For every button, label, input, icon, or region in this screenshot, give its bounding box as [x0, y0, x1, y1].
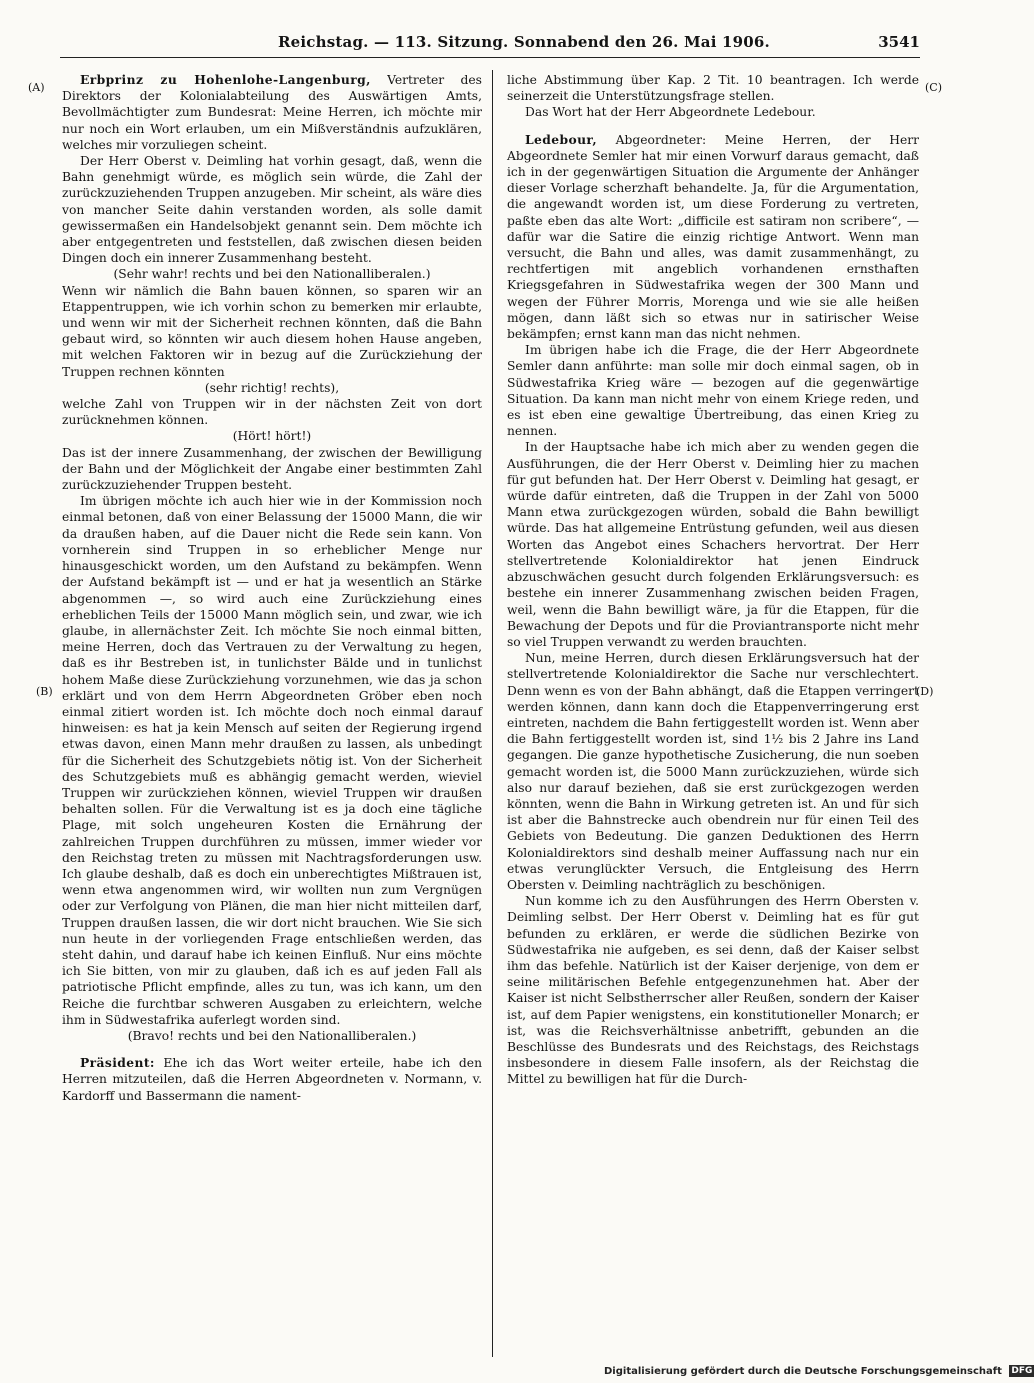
paragraph: Das Wort hat der Herr Abgeordnete Ledebour.	[525, 105, 816, 120]
speech-paragraph	[62, 72, 482, 153]
paragraph: In der Hauptsache habe ich mich aber zu wenden gegen die Ausführungen, die der Herr Oberst v. Deimling hier zu machen für gut befunden hat. Der Herr Oberst v. Deimling hat gesagt, er würde dafür eintreten, daß die Truppen in der Zahl von 5000 Mann etwa zurückgezogen würden, sobald die Bahn bewilligt würde. Das hat allgemeine Entrüstung gefunden, weil aus diesen Worten das Angebot eines Schachers hervortrat. Der Herr stellvertretende Kolonialdirektor hat jenen Eindruck abzuschwächen gesucht durch folgenden Erklärungsversuch: es bestehe ein innerer Zusammenhang zwischen beiden Fragen, weil, wenn die Bahn bewilligt wäre, ja für die Etappen, für die Bewachung der Depots und für die Proviantransporte nicht mehr so viel Truppen verwandt zu werden brauchten.	[507, 440, 919, 649]
margin-marker-d: (D)	[916, 685, 934, 698]
page-number: 3541	[878, 33, 920, 51]
speech-text: Vertreter des Direktors der Kolonialabteilung des Auswärtigen Amts, Bevollmächtigter zum Bundesrat: Meine Herren, ich möchte mir nur noch ein Wort erlauben, um ein Mißverständnis aufzuklären, welches mir vorzuliegen scheint.	[62, 73, 482, 152]
speaker-name: Erbprinz zu Hohenlohe-Langenburg,	[80, 72, 371, 87]
paragraph: Im übrigen möchte ich auch hier wie in der Kommission noch einmal betonen, daß von einer Belassung der 15000 Mann, die wir da draußen haben, auf die Dauer nicht die Rede sein kann. Von vornherein sind Truppen in so erheblicher Menge nur hinausgeschickt worden, um den Aufstand zu bekämpfen. Wenn der Aufstand bekämpft ist — und er hat ja wesentlich an Stärke abgenommen —, so wird auch eine Zurückziehung eines erheblichen Teils der 15000 Mann möglich sein, und zwar, wie ich glaube, in allernächster Zeit. Ich möchte Sie noch einmal bitten, meine Herren, doch das Vertrauen zu der Verwaltung zu hegen, daß es ihr Bestreben ist, in tunlichster Bälde und in tunlichst hohem Maße diese Zurückziehung vorzunehmen, wie das ja schon erklärt und von dem Herrn Abgeordneten Gröber eben noch einmal zitiert worden ist. Ich möchte doch noch einmal darauf hinweisen: es hat ja kein Mensch auf seiten der Regierung irgend etwas davon, einen Mann mehr draußen zu lassen, als unbedingt für die Sicherheit des Schutzgebiets nötig ist. Von der Sicherheit des Schutzgebiets muß es abhängig gemacht werden, wieviel Truppen wir zurückziehen können, wieviel Truppen wir draußen behalten sollen. Für die Verwaltung ist es ja doch eine tägliche Plage, mit solch ungeheuren Kosten die Ernährung der zahlreichen Truppen durchführen zu müssen, immer wieder vor den Reichstag treten zu müssen mit Nachtragsforderungen usw. Ich glaube deshalb, daß es doch ein unberechtigtes Mißtrauen ist, wenn etwa angenommen wird, wir wollten nun zum Vergnügen oder zur Verfolgung von Plänen, die man hier nicht mitteilen darf, Truppen draußen lassen, die wir dort nicht brauchen. Wie Sie sich nun heute in der vorliegenden Frage entschließen werden, das steht dahin, und darauf habe ich keinen Einfluß. Nur eins möchte ich Sie bitten, von mir zu glauben, daß ich es auf jeden Fall als patriotische Pflicht empfinde, alles zu tun, was ich kann, um den Reiche die furchtbar schweren Ausgaben zu erleichtern, welche ihm in Südwestafrika auferlegt worden sind.	[62, 494, 482, 1027]
paragraph: Das ist der innere Zusammenhang, der zwischen der Bewilligung der Bahn und der Möglichkeit der Angabe einer bestimmten Zahl zurückzuziehender Truppen besteht.	[62, 445, 482, 493]
interjection: (Sehr wahr! rechts und bei den Nationalliberalen.)	[113, 267, 431, 282]
speech-paragraph	[507, 132, 919, 343]
paragraph: Nun komme ich zu den Ausführungen des Herrn Obersten v. Deimling selbst. Der Herr Oberst v. Deimling hat es für gut befunden zu erklären, er werde die südlichen Bezirke von Südwestafrika nie aufgeben, es sei denn, daß der Kaiser selbst ihm das befehle. Natürlich ist der Kaiser derjenige, von dem er seine militärischen Befehle entgegenzunehmen hat. Aber der Kaiser ist nicht Selbstherrscher aller Reußen, sondern der Kaiser ist, auf dem Papier wenigstens, ein konstitutioneller Monarch; er ist, was die Reichsverhältnisse anbetrifft, gebunden an die Beschlüsse des Bundesrats und des Reichstags, des Reichstags insbesondere in diesem Falle insofern, als der Reichstag die Mittel zu bewilligen hat für die Durch-	[507, 894, 919, 1087]
paragraph: welche Zahl von Truppen wir in der nächsten Zeit von dort zurücknehmen können.	[62, 397, 482, 428]
speech-paragraph	[62, 1055, 482, 1104]
speech-text: Abgeordneter: Meine Herren, der Herr Abgeordnete Semler hat mir einen Vorwurf daraus gemacht, daß ich in der gegenwärtigen Situation die Argumente der Anhänger dieser Vorlage scherzhaft behandelte. Ja, für die Argumentation, die angewandt worden ist, um diese Forderung zu vertreten, paßte eben das alte Wort: „difficile est satiram non scribere“, — dafür war die Satire die einzig richtige Antwort. Wenn man versucht, die Bahn und alles, was damit zusammenhängt, zu rechtfertigen mit angeblich vorhandenen ernsthaften Kriegsgefahren in Südwestafrika wegen der 300 Mann und wegen der Führer Morris, Morenga und wie sie alle heißen mögen, dann läßt sich so etwas nur in satirischer Weise bekämpfen; ernst kann man das nicht nehmen.	[507, 132, 919, 342]
right-text-column	[507, 72, 919, 1362]
interjection: (Hört! hört!)	[232, 429, 312, 444]
paragraph: Im übrigen habe ich die Frage, die der Herr Abgeordnete Semler dann anführte: man solle mir doch einmal sagen, ob in Südwestafrika Krieg wäre — bezogen auf die gegenwärtige Situation. Da kann man nicht mehr von einem Kriege reden, und es ist eben eine gewaltige Übertreibung, das einen Krieg zu nennen.	[507, 343, 919, 439]
paragraph: Der Herr Oberst v. Deimling hat vorhin gesagt, daß, wenn die Bahn genehmigt würde, es möglich sein würde, die Zahl der zurückzuziehenden Truppen anzugeben. Mir scheint, als wäre dies von mancher Seite dahin verstanden worden, als solle damit gewissermaßen ein Handelsobjekt genannt sein. Dem möchte ich aber entgegentreten und feststellen, daß zwischen diesen beiden Dingen doch ein innerer Zusammenhang besteht.	[62, 154, 482, 266]
interjection: (Bravo! rechts und bei den Nationalliberalen.)	[127, 1028, 417, 1043]
dfg-logo: DFG	[1011, 1366, 1033, 1376]
footer-credit	[604, 1365, 1033, 1379]
speaker-name: Ledebour,	[525, 131, 598, 147]
paragraph: Nun, meine Herren, durch diesen Erklärungsversuch hat der stellvertretende Kolonialdirektor die Sache nur verschlechtert. Denn wenn es von der Bahn abhängt, daß die Etappen verringert werden können, dann kann doch die Etappenverringerung erst eintreten, nachdem die Bahn fertiggestellt worden ist. Wenn aber die Bahn fertiggestellt worden ist, sind 1½ bis 2 Jahre ins Land gegangen. Die ganze hypothetische Zusicherung, die nun soeben gemacht worden ist, die 5000 Mann zurückzuziehen, würde sich also nur darauf beziehen, daß sie erst zurückgezogen werden könnten, wenn die Bahn in Wirkung getreten ist. An und für sich ist aber die Bahnstrecke auch obendrein nur für einen Teil des Gebiets von Bedeutung. Die ganzen Deduktionen des Herrn Kolonialdirektors sind deshalb meiner Auffassung nach nur ein etwas verunglückter Versuch, die Entgleisung des Herrn Obersten v. Deimling nachträglich zu beschönigen.	[507, 651, 919, 892]
footer-text: Digitalisierung gefördert durch die Deutsche Forschungsgemeinschaft	[604, 1366, 1002, 1377]
paragraph: liche Abstimmung über Kap. 2 Tit. 10 beantragen. Ich werde seinerzeit die Unterstützungsfrage stellen.	[507, 73, 919, 104]
header-rule	[60, 57, 920, 58]
paragraph: Wenn wir nämlich die Bahn bauen können, so sparen wir an Etappentruppen, wie ich vorhin schon zu bemerken mir erlaubte, und wenn wir mit der Sicherheit rechnen könnten, daß die Bahn gebaut wird, so könnten wir auch diesem hohen Hause angeben, mit welchen Faktoren wir in bezug auf die Zurückziehung der Truppen rechnen könnten	[62, 283, 482, 379]
speaker-name: Präsident:	[80, 1055, 155, 1071]
margin-marker-a: (A)	[28, 81, 45, 94]
margin-marker-c: (C)	[925, 81, 942, 94]
page-title: Reichstag. — 113. Sitzung. Sonnabend den 26. Mai 1906.	[278, 33, 770, 51]
interjection: (sehr richtig! rechts),	[204, 380, 340, 395]
column-divider	[492, 70, 493, 1357]
speech-text: Ehe ich das Wort weiter erteile, habe ich den Herren mitzuteilen, daß die Herren Abgeordneten v. Normann, v. Kardorff und Bassermann die nament-	[62, 1056, 482, 1103]
left-text-column	[62, 72, 482, 1362]
running-header	[60, 30, 920, 54]
margin-marker-b: (B)	[36, 685, 53, 698]
